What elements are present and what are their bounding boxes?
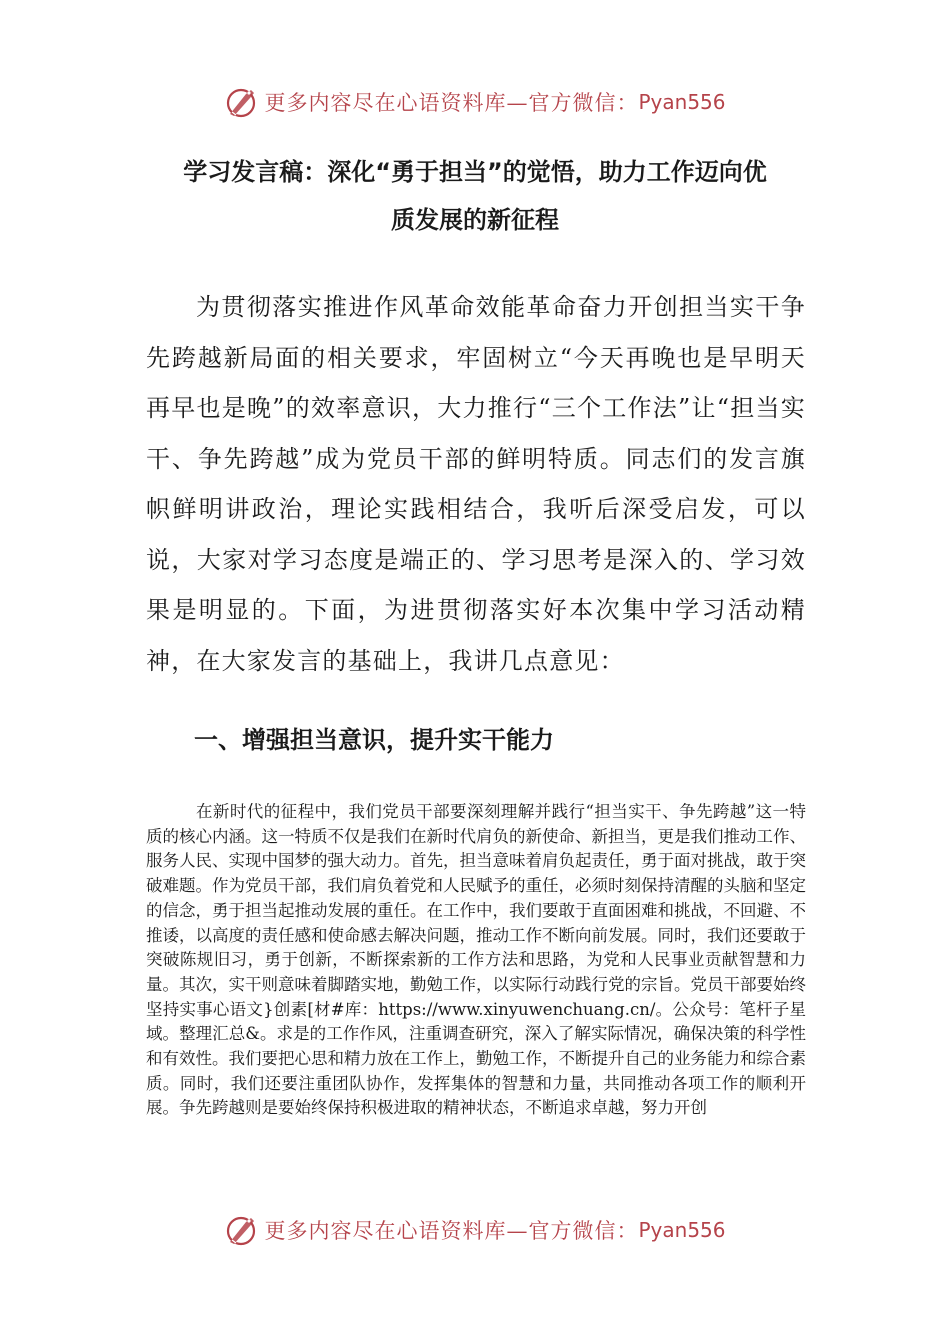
title-line-1: 学习发言稿：深化“勇于担当”的觉悟，助力工作迈向优 xyxy=(183,158,767,186)
intro-paragraph: 为贯彻落实推进作风革命效能革命奋力开创担当实干争先跨越新局面的相关要求，牢固树立“今天再晚也是早明天再早也是晚”的效率意识，大力推行“三个工作法”让“担当实干、争先跨越”成为党员干部的鲜明特质。同志们的发言旗帜鲜明讲政治，理论实践相结合，我听后深受启发，可以说，大家对学习态度是端正的、学习思考是深入的、学习效果是明显的。下面，为进贯彻落实好本次集中学习活动精神，在大家发言的基础上，我讲几点意见： xyxy=(146,293,806,675)
pen-logo-icon xyxy=(224,1212,260,1248)
footer-watermark xyxy=(0,1208,950,1252)
watermark-handle: Pyan556 xyxy=(638,1218,726,1242)
watermark-text: 更多内容尽在心语资料库—官方微信： xyxy=(264,91,639,115)
watermark-handle: Pyan556 xyxy=(638,90,726,114)
title-line-2: 质发展的新征程 xyxy=(391,206,559,234)
header-watermark xyxy=(0,80,950,124)
pen-logo-icon xyxy=(224,84,260,120)
section-1-heading: 一、增强担当意识，提升实干能力 xyxy=(194,726,554,754)
watermark-text: 更多内容尽在心语资料库—官方微信： xyxy=(264,1219,639,1243)
section-1-body: 在新时代的征程中，我们党员干部要深刻理解并践行“担当实干、争先跨越”这一特质的核心内涵。这一特质不仅是我们在新时代肩负的新使命、新担当，更是我们推动工作、服务人民、实现中国梦的强大动力。首先，担当意味着肩负起责任，勇于面对挑战，敢于突破难题。作为党员干部，我们肩负着党和人民赋予的重任，必须时刻保持清醒的头脑和坚定的信念，勇于担当起推动发展的重任。在工作中，我们要敢于直面困难和挑战，不回避、不推诿，以高度的责任感和使命感去解决问题，推动工作不断向前发展。同时，我们还要敢于突破陈规旧习，勇于创新，不断探索新的工作方法和思路，为党和人民事业贡献智慧和力量。其次，实干则意味着脚踏实地，勤勉工作，以实际行动践行党的宗旨。党员干部要始终坚持实事心语文}创素[材#库：https://www.xinyuwenchuang.cn/。公众号：笔杆子星域。整理汇总&。求是的工作作风，注重调查研究，深入了解实际情况，确保决策的科学性和有效性。我们要把心思和精力放在工作上，勤勉工作，不断提升自己的业务能力和综合素质。同时，我们还要注重团队协作，发挥集体的智慧和力量，共同推动各项工作的顺利开展。争先跨越则是要始终保持积极进取的精神状态，不断追求卓越，努力开创 xyxy=(146,802,806,1118)
page-title xyxy=(140,148,810,244)
